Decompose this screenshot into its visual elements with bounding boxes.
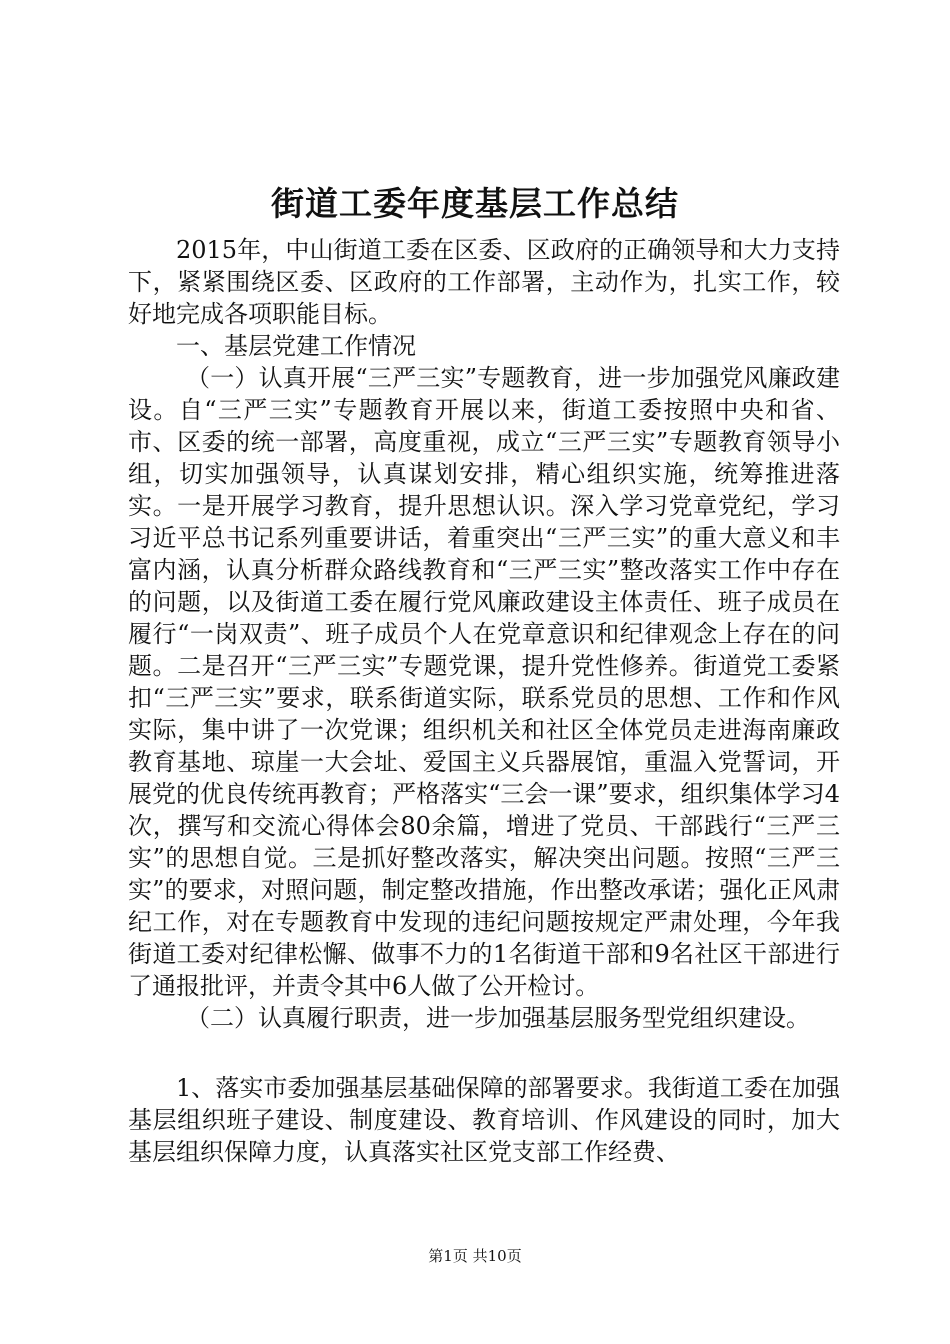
- paragraph-intro: 2015年，中山街道工委在区委、区政府的正确领导和大力支持下，紧紧围绕区委、区政府的工作部署，主动作为，扎实工作，较好地完成各项职能目标。: [128, 236, 840, 328]
- document-body: [128, 234, 840, 1168]
- paragraph-spacer: [128, 1034, 840, 1072]
- subsection-heading-2: （二）认真履行职责，进一步加强基层服务型党组织建设。: [186, 1004, 810, 1032]
- page-number-footer: 第1页 共10页: [428, 1247, 522, 1265]
- document-title: 街道工委年度基层工作总结: [271, 184, 679, 223]
- section-heading-1: 一、基层党建工作情况: [176, 332, 416, 360]
- paragraph-item-1: 1、落实市委加强基层基础保障的部署要求。我街道工委在加强基层组织班子建设、制度建设、教育培训、作风建设的同时，加大基层组织保障力度，认真落实社区党支部工作经费、: [128, 1074, 840, 1166]
- paragraph-subsection-1: （一）认真开展“三严三实”专题教育，进一步加强党风廉政建设。自“三严三实”专题教育开展以来，街道工委按照中央和省、市、区委的统一部署，高度重视，成立“三严三实”专题教育领导小组，切实加强领导，认真谋划安排，精心组织实施，统筹推进落实。一是开展学习教育，提升思想认识。深入学习党章党纪，学习习近平总书记系列重要讲话，着重突出“三严三实”的重大意义和丰富内涵，认真分析群众路线教育和“三严三实”整改落实工作中存在的问题，以及街道工委在履行党风廉政建设主体责任、班子成员在履行“一岗双责”、班子成员个人在党章意识和纪律观念上存在的问题。二是召开“三严三实”专题党课，提升党性修养。街道党工委紧扣“三严三实”要求，联系街道实际，联系党员的思想、工作和作风实际，集中讲了一次党课；组织机关和社区全体党员走进海南廉政教育基地、琼崖一大会址、爱国主义兵器展馆，重温入党誓词，开展党的优良传统再教育；严格落实“三会一课”要求，组织集体学习4次，撰写和交流心得体会80余篇，增进了党员、干部践行“三严三实”的思想自觉。三是抓好整改落实，解决突出问题。按照“三严三实”的要求，对照问题，制定整改措施，作出整改承诺；强化正风肃纪工作，对在专题教育中发现的违纪问题按规定严肃处理，今年我街道工委对纪律松懈、做事不力的1名街道干部和9名社区干部进行了通报批评，并责令其中6人做了公开检讨。: [128, 364, 840, 1000]
